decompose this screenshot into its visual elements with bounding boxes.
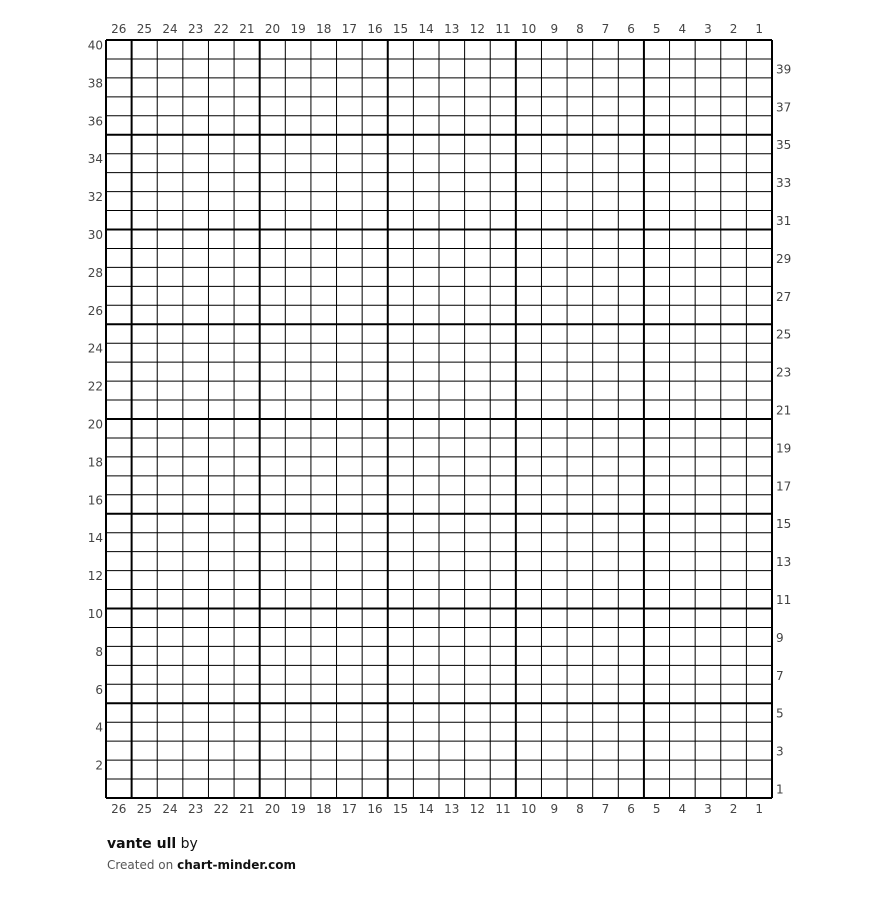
column-number-bottom: 16 xyxy=(367,802,383,816)
column-number-top: 19 xyxy=(290,22,306,36)
column-number-top: 15 xyxy=(392,22,409,36)
column-number-top: 6 xyxy=(627,22,635,36)
column-number-bottom: 14 xyxy=(418,802,434,816)
row-number-left: 34 xyxy=(87,152,103,167)
column-number-top: 12 xyxy=(469,22,486,36)
row-number-left: 36 xyxy=(87,114,103,129)
row-number-right: 5 xyxy=(776,706,784,721)
row-number-right: 19 xyxy=(776,441,792,456)
row-number-right: 25 xyxy=(776,327,792,342)
column-number-top: 8 xyxy=(576,22,584,36)
column-number-top: 25 xyxy=(136,22,153,36)
row-number-left: 18 xyxy=(87,455,103,470)
row-number-left: 32 xyxy=(87,190,103,205)
row-number-left: 40 xyxy=(87,38,103,53)
row-number-left: 8 xyxy=(95,644,103,659)
chart-title: vante ull xyxy=(107,836,177,852)
column-number-top: 4 xyxy=(678,22,687,36)
column-number-top: 14 xyxy=(418,22,434,36)
column-number-bottom: 21 xyxy=(239,802,255,816)
row-number-left: 14 xyxy=(87,531,103,546)
site-link[interactable]: chart-minder.com xyxy=(177,858,296,872)
row-number-left: 26 xyxy=(87,303,103,318)
column-number-bottom: 13 xyxy=(444,802,460,816)
column-number-bottom: 4 xyxy=(678,802,687,816)
column-number-bottom: 24 xyxy=(162,802,178,816)
chart-grid xyxy=(106,40,772,798)
row-number-left: 6 xyxy=(95,682,103,697)
row-number-left: 2 xyxy=(95,758,103,773)
row-number-right: 1 xyxy=(776,782,784,797)
row-number-right: 27 xyxy=(776,289,792,304)
column-number-top: 11 xyxy=(495,22,511,36)
column-number-top: 26 xyxy=(111,22,127,36)
row-number-right: 3 xyxy=(776,744,784,759)
row-number-right: 15 xyxy=(776,517,792,532)
column-number-bottom: 19 xyxy=(290,802,306,816)
column-number-bottom: 11 xyxy=(495,802,511,816)
row-number-left: 4 xyxy=(95,720,103,735)
column-number-top: 10 xyxy=(521,22,537,36)
column-number-top: 16 xyxy=(367,22,383,36)
column-number-bottom: 17 xyxy=(341,802,357,816)
row-number-left: 20 xyxy=(87,417,103,432)
column-number-bottom: 8 xyxy=(576,802,584,816)
column-number-bottom: 23 xyxy=(188,802,204,816)
row-number-left: 22 xyxy=(87,379,103,394)
row-number-right: 33 xyxy=(776,176,792,191)
column-number-top: 21 xyxy=(239,22,255,36)
row-number-left: 38 xyxy=(87,76,103,91)
row-number-right: 29 xyxy=(776,251,792,266)
column-number-bottom: 12 xyxy=(469,802,486,816)
column-number-bottom: 1 xyxy=(755,802,764,816)
row-number-right: 7 xyxy=(776,668,784,683)
created-on-label: Created on xyxy=(107,858,174,872)
column-number-top: 24 xyxy=(162,22,178,36)
column-number-top: 9 xyxy=(550,22,559,36)
created-on-line xyxy=(107,858,296,872)
column-number-bottom: 18 xyxy=(316,802,332,816)
row-number-left: 10 xyxy=(87,606,103,621)
column-number-bottom: 5 xyxy=(652,802,661,816)
chart-author-by: by xyxy=(180,836,198,852)
row-number-right: 17 xyxy=(776,479,792,494)
row-number-right: 39 xyxy=(776,62,792,77)
column-number-top: 20 xyxy=(264,22,281,36)
column-number-bottom: 10 xyxy=(521,802,537,816)
column-number-bottom: 25 xyxy=(136,802,153,816)
chart-title-line xyxy=(107,836,296,852)
column-number-bottom: 22 xyxy=(213,802,229,816)
column-number-bottom: 3 xyxy=(704,802,712,816)
column-number-bottom: 15 xyxy=(392,802,409,816)
row-number-left: 16 xyxy=(87,493,103,508)
column-number-top: 1 xyxy=(755,22,764,36)
row-number-left: 12 xyxy=(87,569,103,584)
row-number-right: 37 xyxy=(776,100,792,115)
column-number-top: 13 xyxy=(444,22,460,36)
row-number-right: 31 xyxy=(776,214,792,229)
row-number-right: 23 xyxy=(776,365,792,380)
column-number-top: 23 xyxy=(188,22,204,36)
column-number-bottom: 2 xyxy=(729,802,738,816)
row-number-right: 35 xyxy=(776,138,792,153)
row-number-left: 24 xyxy=(87,341,103,356)
column-number-top: 7 xyxy=(601,22,610,36)
column-number-bottom: 26 xyxy=(111,802,127,816)
row-number-left: 30 xyxy=(87,227,103,242)
column-number-bottom: 6 xyxy=(627,802,635,816)
column-number-top: 18 xyxy=(316,22,332,36)
column-number-bottom: 20 xyxy=(264,802,281,816)
column-number-bottom: 7 xyxy=(601,802,610,816)
column-number-top: 17 xyxy=(341,22,357,36)
row-number-left: 28 xyxy=(87,265,103,280)
column-number-top: 2 xyxy=(729,22,738,36)
column-number-top: 22 xyxy=(213,22,229,36)
chart-footer xyxy=(107,836,296,872)
column-number-top: 5 xyxy=(652,22,661,36)
row-number-right: 9 xyxy=(776,630,784,645)
row-number-right: 11 xyxy=(776,593,792,608)
row-number-right: 21 xyxy=(776,403,792,418)
column-number-top: 3 xyxy=(704,22,712,36)
row-number-right: 13 xyxy=(776,555,792,570)
column-number-bottom: 9 xyxy=(550,802,559,816)
